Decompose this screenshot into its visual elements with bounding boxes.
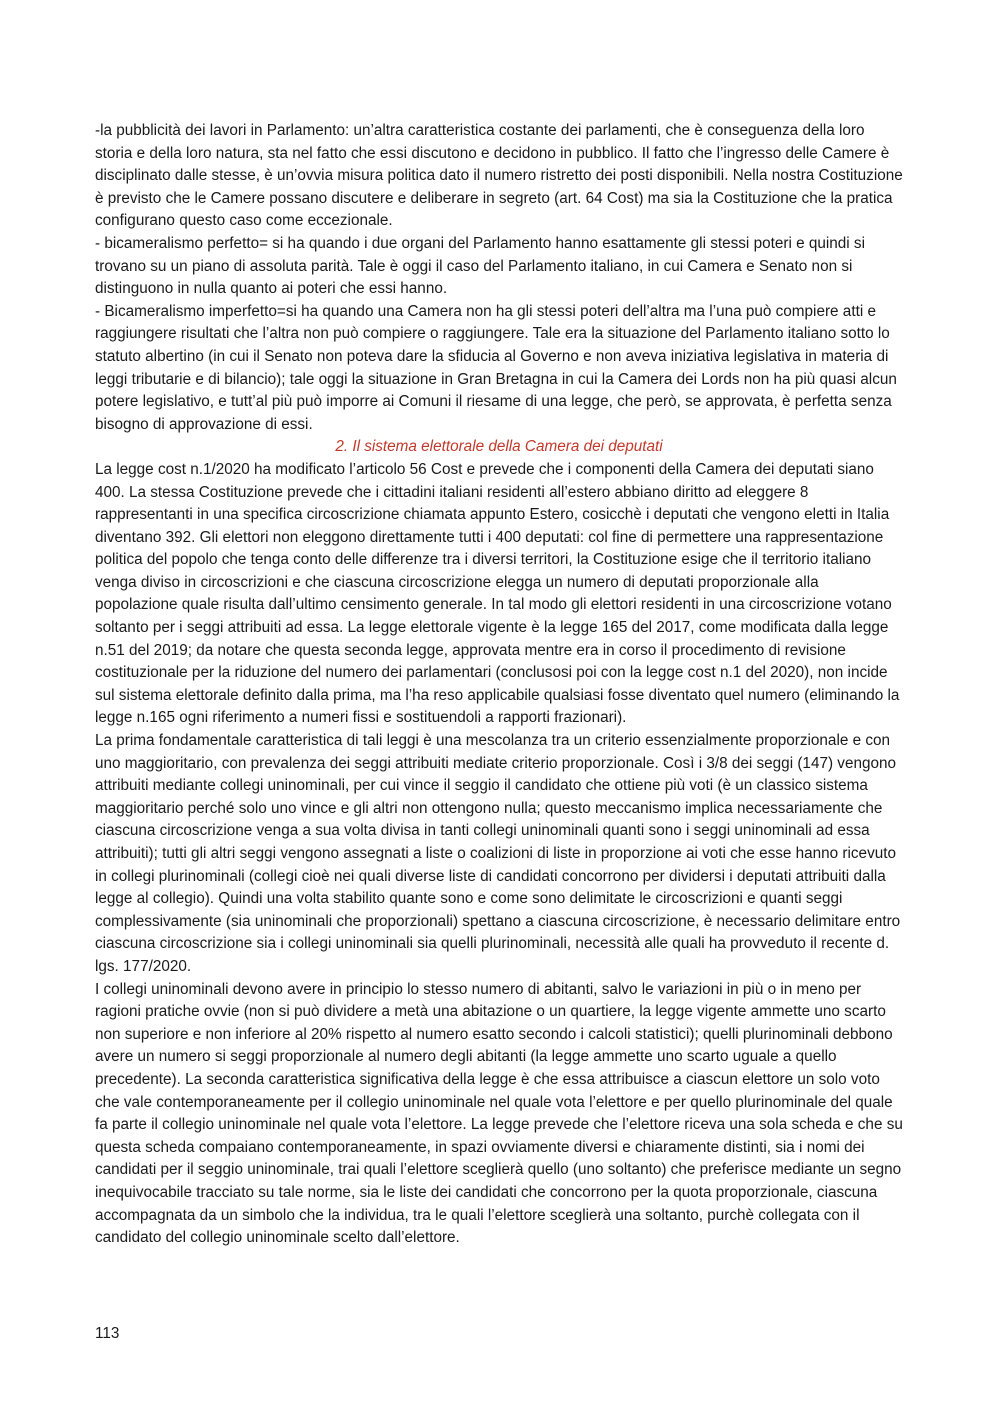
- page-number: 113: [95, 1325, 120, 1342]
- paragraph-legge-cost: La legge cost n.1/2020 ha modificato l’articolo 56 Cost e prevede che i componenti della Camera dei deputati siano 400. La stessa Costituzione prevede che i cittadini italiani residenti all’estero abbiano diritto ad eleggere 8 rappresentanti in una specifica circoscrizione chiamata appunto Estero, cosicchè i deputati che vengono eletti in Italia diventano 392. Gli elettori non eleggono direttamente tutti i 400 deputati: col fine di permettere una rappresentazione politica del popolo che tenga conto delle differenze tra i diversi territori, la Costituzione esige che il territorio italiano venga diviso in circoscrizioni e che ciascuna circoscrizione elegga un numero di deputati proporzionale alla popolazione quale risulta dall’ultimo censimento generale. In tal modo gli elettori residenti in una circoscrizione votano soltanto per i seggi attribuiti ad essa. La legge elettorale vigente è la legge 165 del 2017, come modificata dalla legge n.51 del 2019; da notare che questa seconda legge, approvata mentre era in corso il procedimento di revisione costituzionale per la riduzione del numero dei parlamentari (conclusosi poi con la legge cost n.1 del 2020), non incide sul sistema elettorale definito dalla prima, ma l’ha reso applicabile qualsiasi fosse diventato quel numero (eliminando la legge n.165 ogni riferimento a numeri fissi e sostituendoli a rapporti frazionari).: [95, 460, 900, 727]
- page-body: [95, 120, 903, 1250]
- paragraph-bicameralismo-imperfetto: - Bicameralismo imperfetto=si ha quando una Camera non ha gli stessi poteri dell’altra ma l’una può compiere atti e raggiungere risultati che l’altra non può compiere o raggiungere. Tale era la situazione del Parlamento italiano sotto lo statuto albertino (in cui il Senato non poteva dare la sfiducia al Governo e non aveva iniziativa legislativa in materia di leggi tributarie e di bilancio); tale oggi la situazione in Gran Bretagna in cui la Camera dei Lords non ha più quasi alcun potere legislativo, e tutt’al più può imporre ai Comuni il riesame di una legge, che però, se approvata, è perfetta senza bisogno di approvazione di essi.: [95, 302, 897, 433]
- section-heading: 2. Il sistema elettorale della Camera dei deputati: [335, 438, 663, 456]
- paragraph-bicameralismo-perfetto: - bicameralismo perfetto= si ha quando i due organi del Parlamento hanno esattamente gli stessi poteri e quindi si trovano su un piano di assoluta parità. Tale è oggi il caso del Parlamento italiano, in cui Camera e Senato non si distinguono in nulla quanto ai poteri che essi hanno.: [95, 234, 865, 298]
- paragraph-collegi-uninominali: I collegi uninominali devono avere in principio lo stesso numero di abitanti, salvo le variazioni in più o in meno per ragioni pratiche ovvie (non si può dividere a metà una abitazione o un quartiere, la legge vigente ammette uno scarto non superiore e non inferiore al 20% rispetto al numero esatto secondo i calcoli statistici); quelli plurinominali debbono avere un numero si seggi proporzionale al numero degli abitanti (la legge ammette uno scarto uguale a quello precedente). La seconda caratteristica significativa della legge è che essa attribuisce a ciascun elettore un solo voto che vale contemporaneamente per il collegio uninominale nel quale vota l’elettore e per quello plurinominale del quale fa parte il collegio uninominale nel quale vota l’elettore. La legge prevede che l’elettore riceva una sola scheda e che su questa scheda compaiano contemporaneamente, in spazi ovviamente diversi e chiaramente distinti, sia i nomi dei candidati per il seggio uninominale, trai quali l’elettore sceglierà quello (uno soltanto) che preferisce mediante un segno inequivocabile tracciato su tale norme, sia le liste dei candidati che concorrono per la quota proporzionale, ciascuna accompagnata da un simbolo che la individua, tra le quali l’elettore sceglierà una soltanto, purchè collegata con il candidato del collegio uninominale scelto dall’elettore.: [95, 980, 903, 1247]
- paragraph-caratteristica-prima: La prima fondamentale caratteristica di tali leggi è una mescolanza tra un criterio essenzialmente proporzionale e con uno maggioritario, con prevalenza dei seggi attribuiti mediate criterio proporzionale. Così i 3/8 dei seggi (147) vengono attribuiti mediante collegi uninominali, per cui vince il seggio il candidato che ottiene più voti (è un classico sistema maggioritario perché solo uno vince e gli altri non ottengono nulla; questo meccanismo implica necessariamente che ciascuna circoscrizione venga a sua volta divisa in tanti collegi uninominali quanti sono i seggi uninominali ad essa attribuiti); tutti gli altri seggi vengono assegnati a liste o coalizioni di liste in proporzione ai voti che esse hanno ricevuto in collegi plurinominali (collegi cioè nei quali diverse liste di candidati concorrono per dividersi i deputati attribuiti dalla legge al collegio). Quindi una volta stabilito quante sono e come sono delimitate le circoscrizioni e quanti seggi complessivamente (sia uninominali che proporzionali) spettano a ciascuna circoscrizione, è necessario delimitare entro ciascuna circoscrizione sia i collegi uninominali sia quelli plurinominali, necessità alle quali ha provveduto il recente d. lgs. 177/2020.: [95, 732, 901, 975]
- paragraph-pubblicita: -la pubblicità dei lavori in Parlamento: un’altra caratteristica costante dei parlamenti, che è conseguenza della loro storia e della loro natura, sta nel fatto che essi discutono e decidono in pubblico. Il fatto che l’ingresso delle Camere è disciplinato dalle stesse, è un’ovvia misura politica dato il numero ristretto dei posti disponibili. Nella nostra Costituzione è previsto che le Camere possano discutere e deliberare in segreto (art. 64 Cost) ma sia la Costituzione che la pratica configurano questo caso come eccezionale.: [95, 122, 903, 230]
